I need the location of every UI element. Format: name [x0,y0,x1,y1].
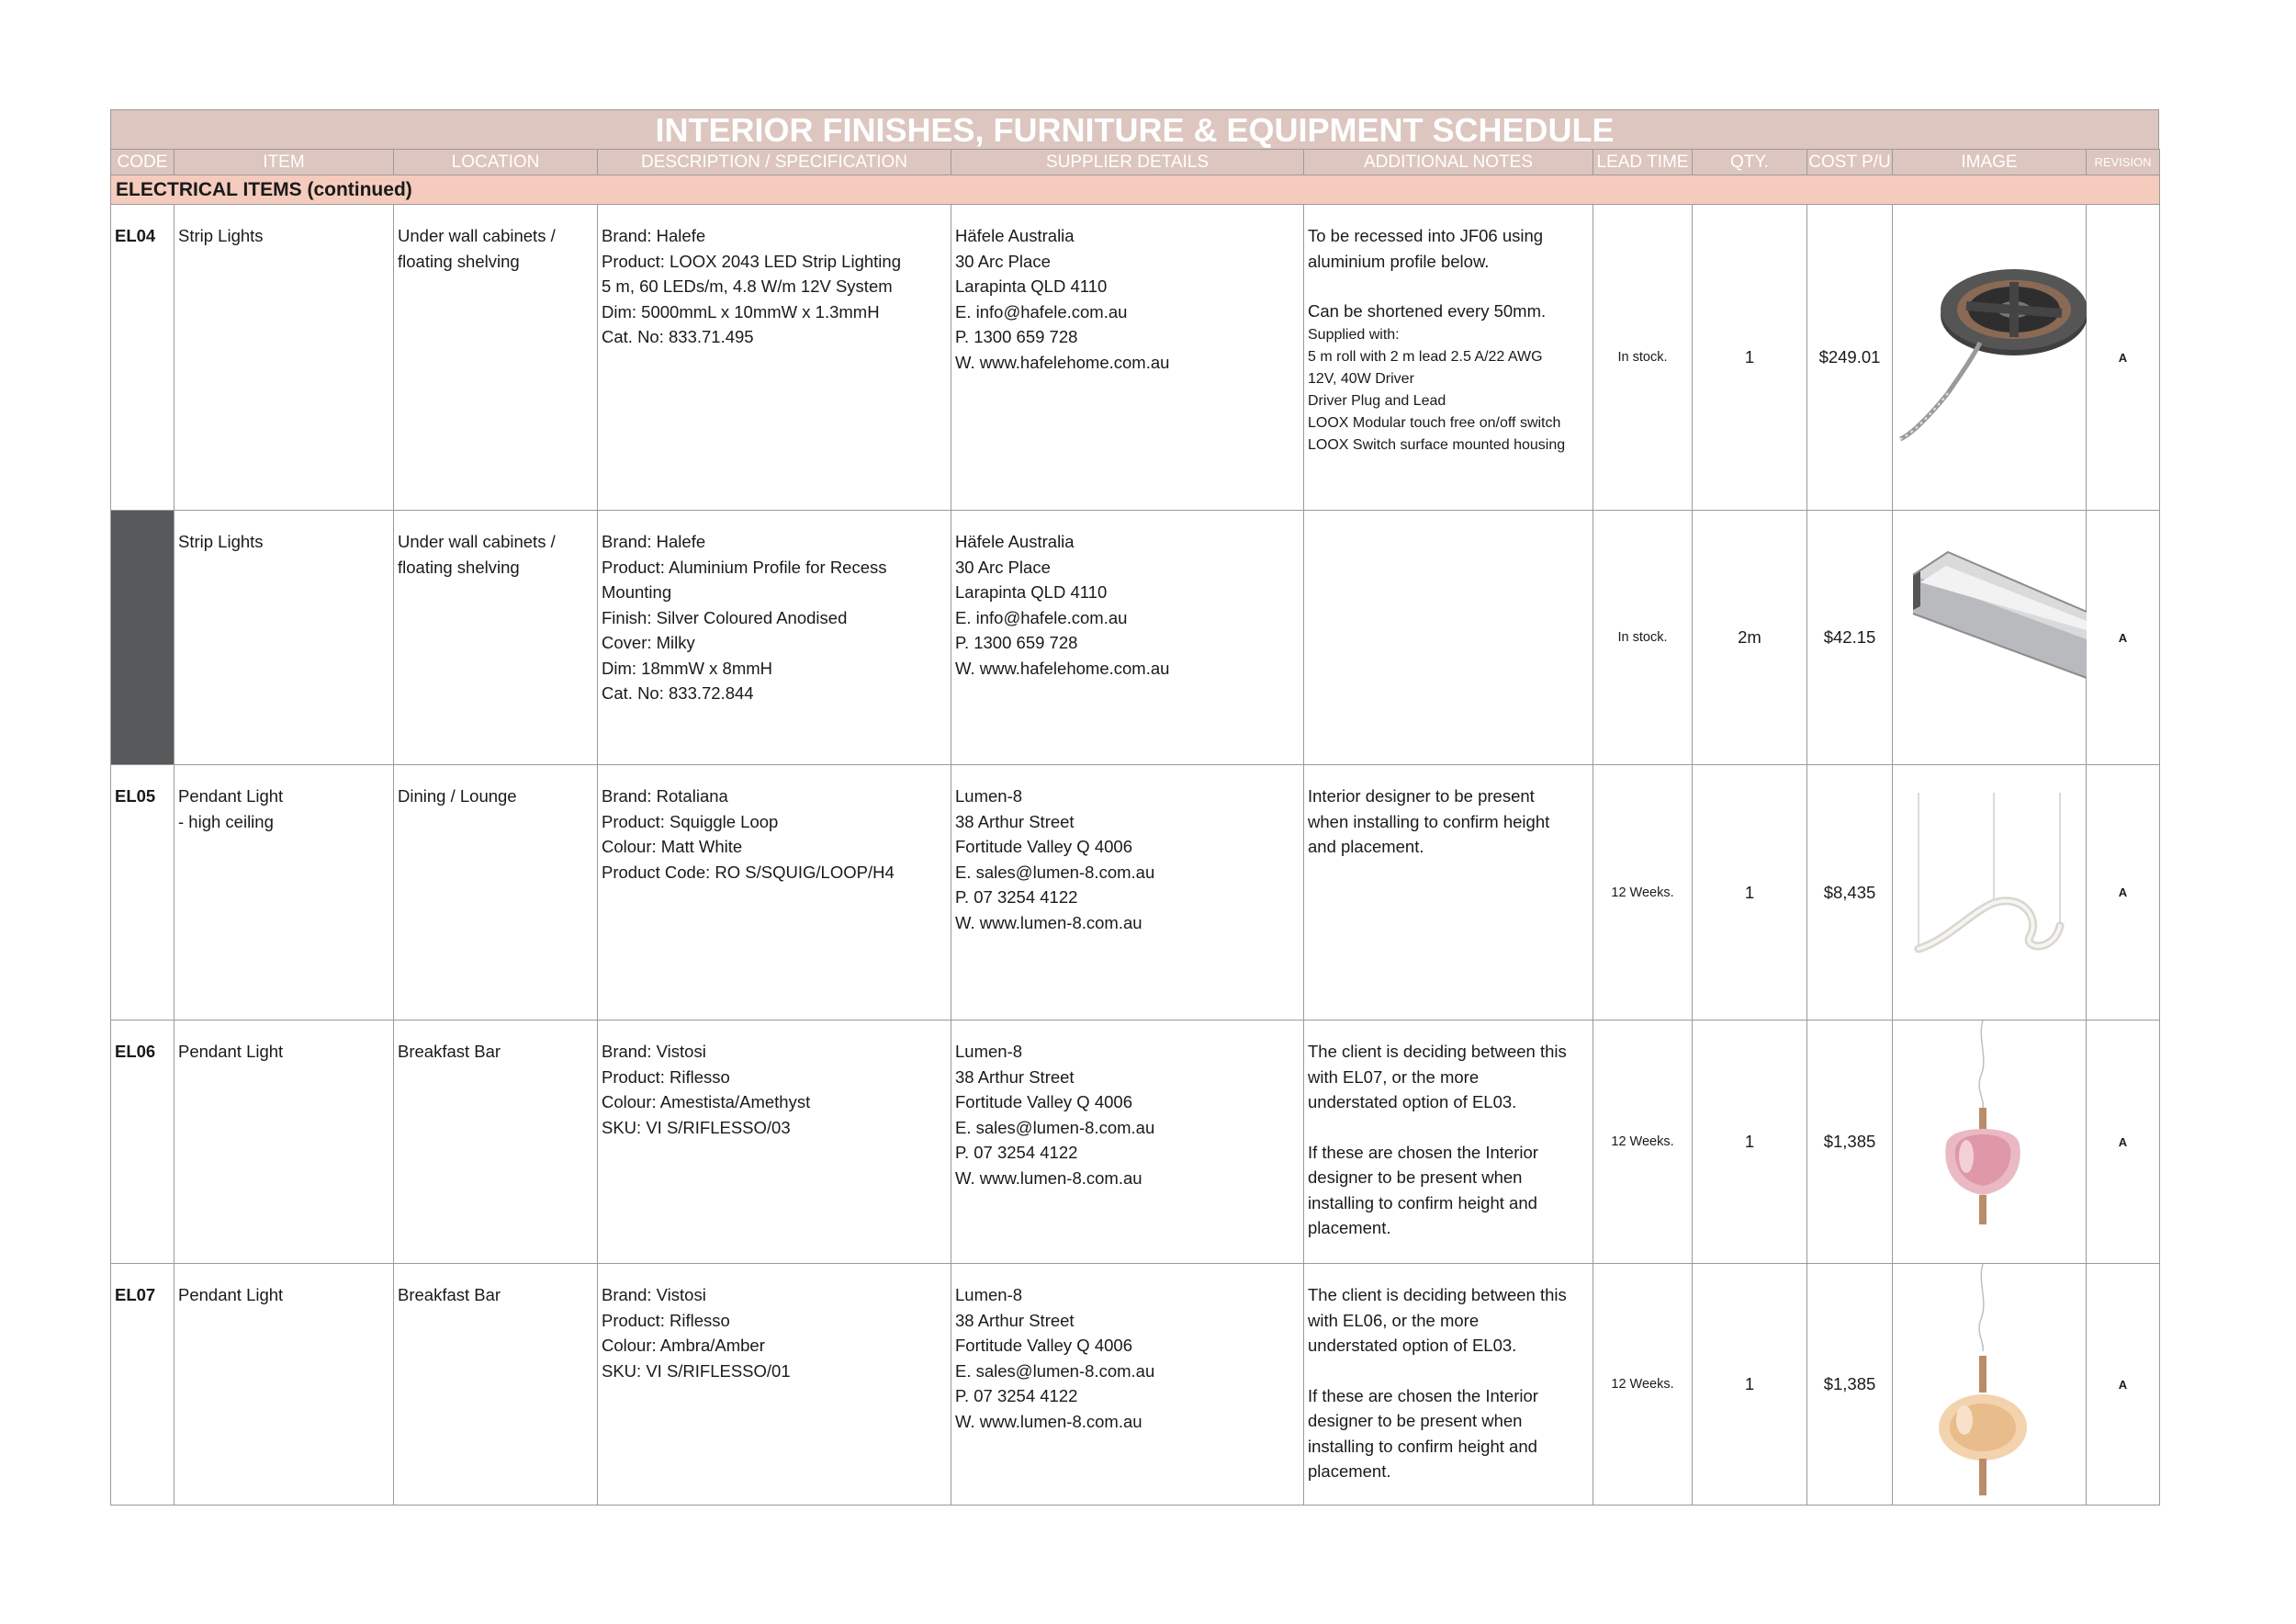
notes-line: designer to be present when [1308,1167,1523,1187]
table-row [111,1264,2160,1506]
description-line: Mounting [602,582,672,602]
supplier-line: Häfele Australia [955,226,1075,245]
description-line: 5 m, 60 LEDs/m, 4.8 W/m 12V System [602,276,893,296]
supplier-line: Lumen-8 [955,786,1023,806]
notes-line: LOOX Switch surface mounted housing [1308,436,1566,453]
header-cost: COST P/U [1807,150,1893,175]
cell-item [174,1021,394,1264]
cell-revision: A [2087,1264,2160,1506]
supplier-line: P. 07 3254 4122 [955,1386,1078,1405]
squiggle-loop-pendant-icon [1893,765,2087,1021]
location-line: Under wall cabinets / [398,226,556,245]
notes-line: understated option of EL03. [1308,1336,1517,1355]
cell-image [1893,205,2087,511]
description-line: Brand: Halefe [602,532,706,551]
description-line: Colour: Matt White [602,837,743,856]
supplier-line: Häfele Australia [955,532,1075,551]
cell-notes [1304,511,1593,765]
schedule-sheet [110,109,2159,1506]
header-item: ITEM [174,150,394,175]
cell-location [394,765,598,1021]
table-row [111,765,2160,1021]
notes-line: Supplied with: [1308,326,1400,343]
description-line: Cat. No: 833.71.495 [602,327,754,346]
cell-notes [1304,205,1593,511]
location-line: Dining / Lounge [398,786,517,806]
cell-location [394,1021,598,1264]
supplier-line: 30 Arc Place [955,557,1051,577]
notes-line: installing to confirm height and [1308,1436,1537,1456]
cell-qty: 1 [1693,765,1807,1021]
supplier-line: 38 Arthur Street [955,1310,1075,1330]
header-supplier: SUPPLIER DETAILS [951,150,1304,175]
cell-image [1893,511,2087,765]
notes-line: 12V, 40W Driver [1308,370,1414,387]
description-line: Colour: Ambra/Amber [602,1336,765,1355]
item-line: Strip Lights [178,226,264,245]
notes-line: To be recessed into JF06 using [1308,226,1544,245]
cell-description [598,511,951,765]
supplier-line: P. 07 3254 4122 [955,887,1078,907]
supplier-line: P. 1300 659 728 [955,633,1078,652]
cell-lead-time: 12 Weeks. [1593,1264,1693,1506]
description-line: Brand: Vistosi [602,1042,706,1061]
supplier-line: Lumen-8 [955,1285,1023,1304]
supplier-line: E. sales@lumen-8.com.au [955,862,1155,882]
cell-code: EL07 [111,1264,174,1506]
table-row [111,1021,2160,1264]
notes-line: The client is deciding between this [1308,1042,1567,1061]
item-line: Pendant Light [178,786,284,806]
notes-line: aluminium profile below. [1308,251,1490,271]
supplier-line: Lumen-8 [955,1042,1023,1061]
notes-line: understated option of EL03. [1308,1092,1517,1111]
description-line: Brand: Vistosi [602,1285,706,1304]
description-line: Product: Riflesso [602,1310,730,1330]
cell-supplier [951,1021,1304,1264]
table-row [111,205,2160,511]
notes-line: with EL07, or the more [1308,1066,1480,1087]
cell-lead-time: 12 Weeks. [1593,1021,1693,1264]
item-line: Pendant Light [178,1285,284,1304]
description-line: Product: Squiggle Loop [602,811,779,831]
header-revision: REVISION [2087,150,2160,175]
cell-notes [1304,1021,1593,1264]
description-line: Brand: Halefe [602,226,706,245]
table-row [111,511,2160,765]
location-line: Breakfast Bar [398,1042,501,1061]
notes-line: If these are chosen the Interior [1308,1142,1538,1162]
description-line: Dim: 18mmW x 8mmH [602,658,773,678]
cell-qty: 1 [1693,1021,1807,1264]
cell-qty: 1 [1693,1264,1807,1506]
cell-code: EL04 [111,205,174,511]
item-line: Pendant Light [178,1042,284,1061]
cell-revision: A [2087,205,2160,511]
notes-line: when installing to confirm height [1308,811,1550,831]
cell-description [598,1264,951,1506]
cell-qty: 1 [1693,205,1807,511]
cell-lead-time: In stock. [1593,511,1693,765]
cell-supplier [951,1264,1304,1506]
header-image: IMAGE [1893,150,2087,175]
item-line: - high ceiling [178,811,274,831]
supplier-line: E. sales@lumen-8.com.au [955,1117,1155,1137]
cell-description [598,1021,951,1264]
cell-notes [1304,1264,1593,1506]
notes-line: Driver Plug and Lead [1308,392,1446,409]
supplier-line: W. www.hafelehome.com.au [955,352,1170,372]
cell-cost: $8,435 [1807,765,1893,1021]
schedule-table [110,149,2160,1506]
supplier-line: P. 1300 659 728 [955,327,1078,346]
cell-cost: $249.01 [1807,205,1893,511]
cell-item [174,765,394,1021]
supplier-line: W. www.hafelehome.com.au [955,658,1170,678]
cell-lead-time: 12 Weeks. [1593,765,1693,1021]
header-code: CODE [111,150,174,175]
description-line: Product: Riflesso [602,1066,730,1087]
supplier-line: Fortitude Valley Q 4006 [955,837,1132,856]
supplier-line: Larapinta QLD 4110 [955,582,1108,602]
cell-image [1893,1264,2087,1506]
supplier-line: Fortitude Valley Q 4006 [955,1336,1132,1355]
notes-line: If these are chosen the Interior [1308,1385,1538,1405]
item-line: Strip Lights [178,532,264,551]
cell-cost: $1,385 [1807,1021,1893,1264]
location-line: floating shelving [398,557,520,577]
section-row [111,175,2160,205]
supplier-line: E. info@hafele.com.au [955,607,1128,627]
cell-revision: A [2087,511,2160,765]
cell-description [598,205,951,511]
description-line: Cover: Milky [602,633,695,652]
amber-pendant-icon [1893,1264,2087,1506]
supplier-line: 30 Arc Place [955,251,1051,271]
cell-item [174,1264,394,1506]
description-line: Finish: Silver Coloured Anodised [602,607,848,627]
description-line: Cat. No: 833.72.844 [602,683,754,703]
cell-location [394,511,598,765]
description-line: Product Code: RO S/SQUIG/LOOP/H4 [602,862,895,882]
notes-line: placement. [1308,1218,1391,1237]
supplier-line: 38 Arthur Street [955,1066,1075,1087]
notes-line: Can be shortened every 50mm. [1308,301,1547,321]
notes-line: 5 m roll with 2 m lead 2.5 A/22 AWG [1308,348,1543,365]
description-line: Brand: Rotaliana [602,786,728,806]
amethyst-pendant-icon [1893,1021,2087,1264]
supplier-line: W. www.lumen-8.com.au [955,1411,1142,1431]
cell-location [394,1264,598,1506]
cell-qty: 2m [1693,511,1807,765]
cell-image [1893,1021,2087,1264]
notes-line: Interior designer to be present [1308,786,1535,806]
supplier-line: Fortitude Valley Q 4006 [955,1092,1132,1111]
notes-line: placement. [1308,1461,1391,1481]
cell-item [174,205,394,511]
notes-line: with EL06, or the more [1308,1310,1480,1330]
cell-code-placeholder [111,511,174,765]
column-header-row [111,150,2160,175]
description-line: SKU: VI S/RIFLESSO/03 [602,1117,791,1137]
notes-line: designer to be present when [1308,1411,1523,1430]
cell-location [394,205,598,511]
description-line: Colour: Amestista/Amethyst [602,1092,811,1111]
cell-code: EL06 [111,1021,174,1264]
cell-supplier [951,511,1304,765]
cell-cost: $1,385 [1807,1264,1893,1506]
description-line: SKU: VI S/RIFLESSO/01 [602,1360,791,1381]
cell-revision: A [2087,765,2160,1021]
cell-item [174,511,394,765]
section-title: ELECTRICAL ITEMS (continued) [111,175,2160,205]
notes-line: The client is deciding between this [1308,1285,1567,1304]
description-line: Product: LOOX 2043 LED Strip Lighting [602,251,901,271]
supplier-line: E. info@hafele.com.au [955,301,1128,321]
header-notes: ADDITIONAL NOTES [1304,150,1593,175]
header-lead-time: LEAD TIME [1593,150,1693,175]
location-line: Breakfast Bar [398,1285,501,1304]
supplier-line: W. www.lumen-8.com.au [955,1167,1142,1188]
supplier-line: W. www.lumen-8.com.au [955,912,1142,932]
header-location: LOCATION [394,150,598,175]
supplier-line: Larapinta QLD 4110 [955,276,1108,296]
supplier-line: 38 Arthur Street [955,811,1075,831]
cell-description [598,765,951,1021]
notes-line: and placement. [1308,837,1424,856]
cell-supplier [951,205,1304,511]
schedule-title: INTERIOR FINISHES, FURNITURE & EQUIPMENT SCHEDULE [110,109,2159,149]
cell-cost: $42.15 [1807,511,1893,765]
description-line: Dim: 5000mmL x 10mmW x 1.3mmH [602,301,880,321]
cell-revision: A [2087,1021,2160,1264]
aluminium-profile-icon [1893,511,2087,765]
cell-code: EL05 [111,765,174,1021]
header-description: DESCRIPTION / SPECIFICATION [598,150,951,175]
cell-lead-time: In stock. [1593,205,1693,511]
led-strip-reel-icon [1893,205,2087,511]
header-qty: QTY. [1693,150,1807,175]
description-line: Product: Aluminium Profile for Recess [602,557,887,577]
notes-line: LOOX Modular touch free on/off switch [1308,414,1561,431]
supplier-line: P. 07 3254 4122 [955,1143,1078,1162]
cell-notes [1304,765,1593,1021]
location-line: floating shelving [398,251,520,271]
cell-image [1893,765,2087,1021]
cell-supplier [951,765,1304,1021]
notes-line: installing to confirm height and [1308,1192,1537,1212]
supplier-line: E. sales@lumen-8.com.au [955,1360,1155,1381]
location-line: Under wall cabinets / [398,532,556,551]
